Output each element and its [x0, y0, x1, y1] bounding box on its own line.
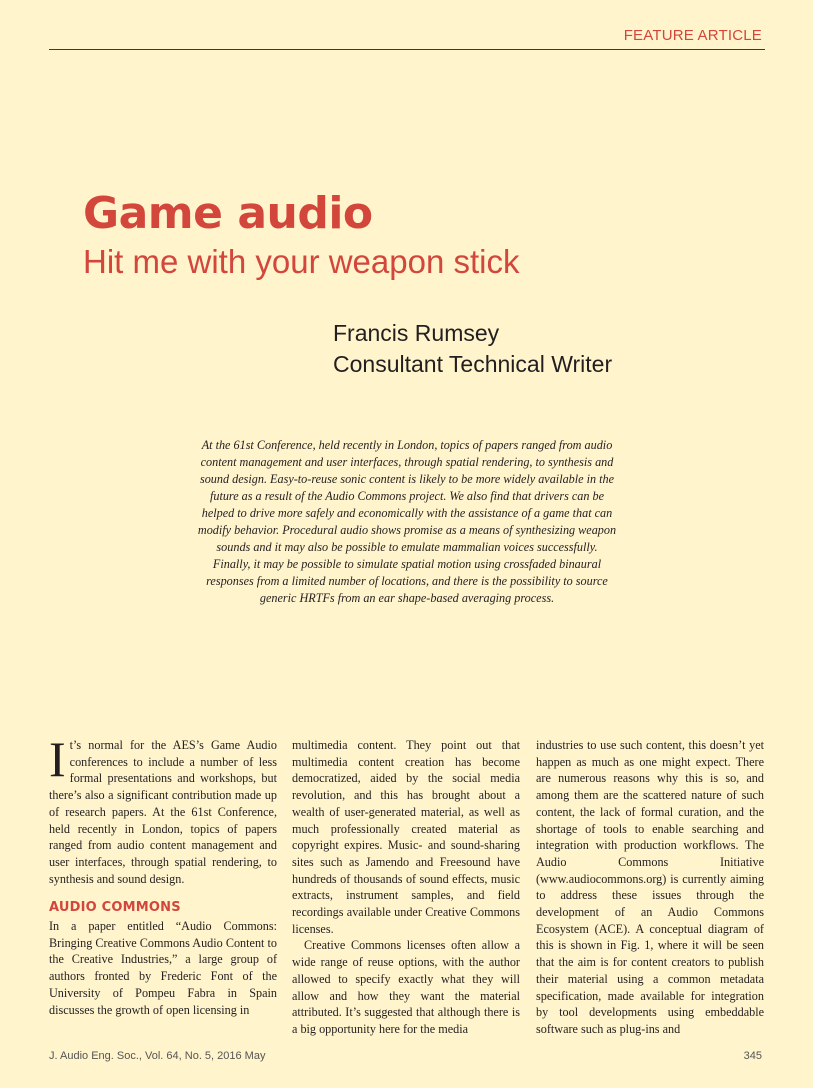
- body-column-2: [292, 737, 520, 1038]
- author-role: Consultant Technical Writer: [333, 351, 613, 377]
- author-name: Francis Rumsey: [333, 320, 500, 346]
- footer-citation: J. Audio Eng. Soc., Vol. 64, No. 5, 2016 May: [49, 1050, 266, 1062]
- intro-text: t’s normal for the AES’s Game Audio conferences to include a number of less formal presentations and workshops, but there’s also a significant contribution made up of research papers. At the 61st Conference, held recently in London, topics of papers ranged from audio content management and user interfaces, through spatial rendering, to synthesis and sound design.: [49, 738, 277, 886]
- paragraph: industries to use such content, this doesn’t yet happen as much as one might expect. There are numerous reasons why this is so, and among them are the scattered nature of such content, the lack of formal curation, and the shortage of tools to enable searching and integration with production workflows. The Audio Commons Initiative (www.audiocommons.org) is currently aiming to address these issues through the development of an Audio Commons Ecosystem (ACE). A conceptual diagram of this is shown in Fig. 1, where it will be seen that the aim is for content creators to publish their material using a common metadata specification, made available for integration by tool developments using embeddable software such as plug-ins and: [536, 738, 764, 1036]
- paragraph: In a paper entitled “Audio Commons: Bringing Creative Commons Audio Content to the Creative Industries,” a large group of authors fronted by Frederic Font of the University of Pompeu Fabra in Spain discusses the growth of open licensing in: [49, 919, 277, 1017]
- section-heading: AUDIO COMMONS: [49, 900, 181, 916]
- header-rule: [49, 49, 765, 50]
- body-column-1: [49, 731, 277, 1018]
- article-subtitle: Hit me with your weapon stick: [83, 243, 520, 280]
- drop-cap: I: [49, 731, 66, 787]
- intro-paragraph: [49, 731, 277, 887]
- paragraph: Creative Commons licenses often allow a wide range of reuse options, with the author allowed to specify exactly what they will allow and how they want the material attributed. It’s suggested that although there is a big opportunity here for the media: [292, 938, 520, 1036]
- page-number: 345: [743, 1050, 762, 1062]
- author-block: [333, 318, 612, 380]
- section-label: FEATURE ARTICLE: [623, 27, 762, 44]
- abstract: At the 61st Conference, held recently in London, topics of papers ranged from audio content management and user interfaces, through spatial rendering, to synthesis and sound design. Easy-to-reuse sonic content is likely to be more widely available in the future as a result of the Audio Commons project. We also find that drivers can be helped to drive more safely and economically with the assistance of a game that can modify behavior. Procedural audio shows promise as a means of synthesizing weapon sounds and it may also be possible to emulate mammalian voices successfully. Finally, it may be possible to simulate spatial motion using crossfaded binaural responses from a limited number of locations, and there is the possibility to source generic HRTFs from an ear shape-based averaging process.: [197, 438, 617, 605]
- article-title: Game audio: [83, 188, 373, 239]
- paragraph: multimedia content. They point out that multimedia content creation has become democratized, aided by the social media revolution, and this has brought about a wealth of user-generated material, as well as much professionally created material as copyright expires. Music- and sound-sharing sites such as Jamendo and Freesound have hundreds of thousands of sound effects, music extracts, instrument samples, and field recordings available under Creative Commons licenses.: [292, 738, 520, 936]
- body-column-3: [536, 737, 764, 1038]
